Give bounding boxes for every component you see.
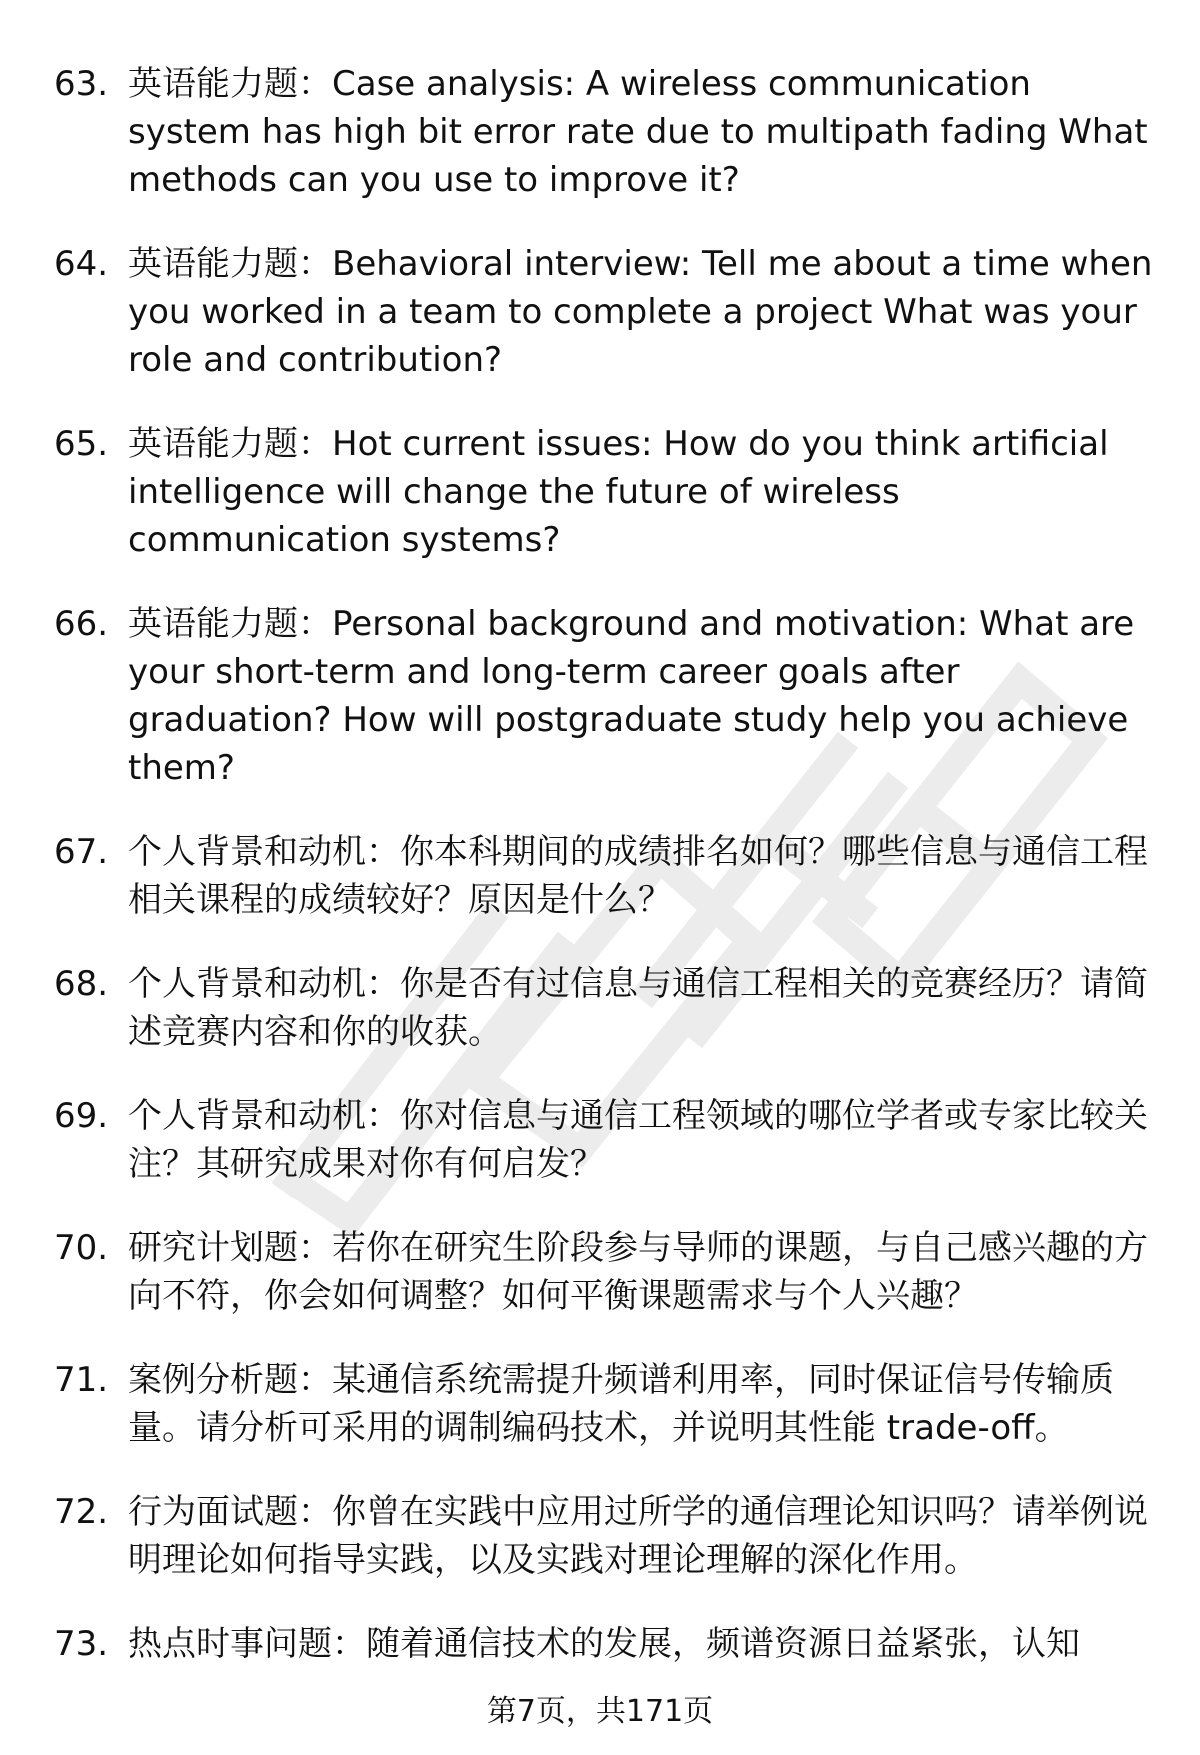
question-text: 热点时事问题：随着通信技术的发展，频谱资源日益紧张，认知 — [128, 1624, 1080, 1664]
question-text: 案例分析题：某通信系统需提升频谱利用率，同时保证信号传输质量。请分析可采用的调制编码技术，并说明其性能 trade-off。 — [128, 1360, 1114, 1448]
question-text: 个人背景和动机：你本科期间的成绩排名如何？哪些信息与通信工程相关课程的成绩较好？原因是什么？ — [128, 832, 1148, 920]
question-number: 65. — [54, 424, 109, 464]
question-item — [54, 60, 1154, 204]
question-number: 66. — [54, 604, 109, 644]
question-item — [54, 1092, 1154, 1188]
question-item — [54, 420, 1154, 564]
question-text: 个人背景和动机：你对信息与通信工程领域的哪位学者或专家比较关注？其研究成果对你有何启发？ — [128, 1096, 1148, 1184]
question-item — [54, 828, 1154, 924]
question-item — [54, 1224, 1154, 1320]
question-number: 69. — [54, 1096, 109, 1136]
page-footer: 第7页，共171页 — [486, 1694, 714, 1729]
question-number: 70. — [54, 1228, 109, 1268]
question-text: 英语能力题：Behavioral interview: Tell me about a time when you worked in a team to complete a project What was your role and contribution? — [128, 244, 1153, 380]
question-number: 72. — [54, 1492, 109, 1532]
question-text: 研究计划题：若你在研究生阶段参与导师的课题，与自己感兴趣的方向不符，你会如何调整？如何平衡课题需求与个人兴趣？ — [128, 1228, 1148, 1316]
question-text: 个人背景和动机：你是否有过信息与通信工程相关的竞赛经历？请简述竞赛内容和你的收获。 — [128, 964, 1148, 1052]
question-text: 英语能力题：Hot current issues: How do you think artificial intelligence will change the future of wireless communication systems? — [128, 424, 1109, 560]
question-item — [54, 1488, 1154, 1584]
question-item — [54, 1620, 1154, 1668]
question-text: 英语能力题：Personal background and motivation: What are your short-term and long-term career goals after graduation? How will postgraduate study help you achieve them? — [128, 604, 1135, 788]
question-item — [54, 1356, 1154, 1452]
question-number: 63. — [54, 64, 109, 104]
question-number: 64. — [54, 244, 109, 284]
question-item — [54, 600, 1154, 792]
question-item — [54, 960, 1154, 1056]
question-text: 行为面试题：你曾在实践中应用过所学的通信理论知识吗？请举例说明理论如何指导实践，以及实践对理论理解的深化作用。 — [128, 1492, 1148, 1580]
question-list — [54, 60, 1154, 1704]
question-number: 67. — [54, 832, 109, 872]
question-number: 68. — [54, 964, 109, 1004]
question-text: 英语能力题：Case analysis: A wireless communication system has high bit error rate due to multipath fading What methods can you use to improve it? — [128, 64, 1148, 200]
question-number: 71. — [54, 1360, 109, 1400]
question-item — [54, 240, 1154, 384]
question-number: 73. — [54, 1624, 109, 1664]
